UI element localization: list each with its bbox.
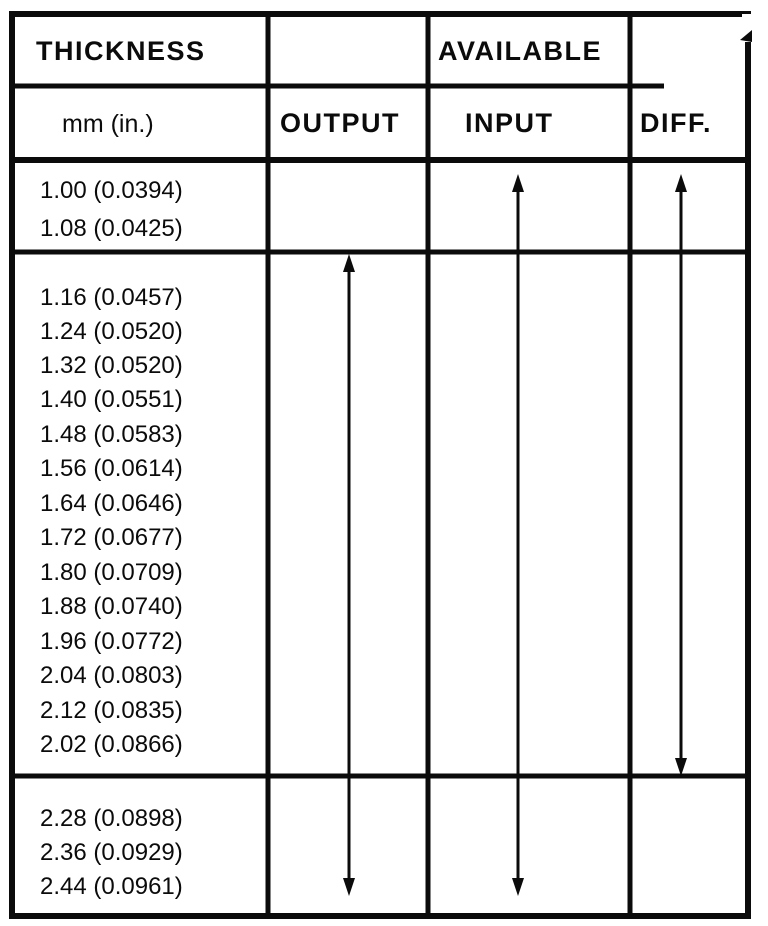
header-input: INPUT [465, 108, 554, 138]
thickness-row: 1.88 (0.0740) [40, 593, 183, 620]
thickness-row: 2.44 (0.0961) [40, 873, 183, 900]
thickness-row: 2.04 (0.0803) [40, 662, 183, 689]
thickness-row: 1.24 (0.0520) [40, 318, 183, 345]
thickness-row: 2.36 (0.0929) [40, 839, 183, 866]
thickness-row: 2.12 (0.0835) [40, 697, 183, 724]
diff-range-arrow [675, 174, 687, 776]
header-thickness: THICKNESS [36, 36, 206, 66]
thickness-row: 1.40 (0.0551) [40, 386, 183, 413]
header-available: AVAILABLE [438, 36, 602, 66]
thickness-row: 2.28 (0.0898) [40, 805, 183, 832]
thickness-row: 1.80 (0.0709) [40, 559, 183, 586]
thickness-row: 1.08 (0.0425) [40, 215, 183, 242]
thickness-row: 1.64 (0.0646) [40, 490, 183, 517]
thickness-row: 1.32 (0.0520) [40, 352, 183, 379]
thickness-row: 1.16 (0.0457) [40, 284, 183, 311]
header-diff: DIFF. [640, 108, 712, 138]
thickness-row: 1.96 (0.0772) [40, 628, 183, 655]
thickness-row: 1.56 (0.0614) [40, 455, 183, 482]
header-output: OUTPUT [280, 108, 400, 138]
thickness-row: 1.00 (0.0394) [40, 177, 183, 204]
header-unit: mm (in.) [62, 110, 154, 138]
thickness-row: 1.48 (0.0583) [40, 421, 183, 448]
thickness-row: 1.72 (0.0677) [40, 524, 183, 551]
output-range-arrow [343, 254, 355, 896]
thickness-row: 2.02 (0.0866) [40, 731, 183, 758]
input-range-arrow [512, 174, 524, 896]
